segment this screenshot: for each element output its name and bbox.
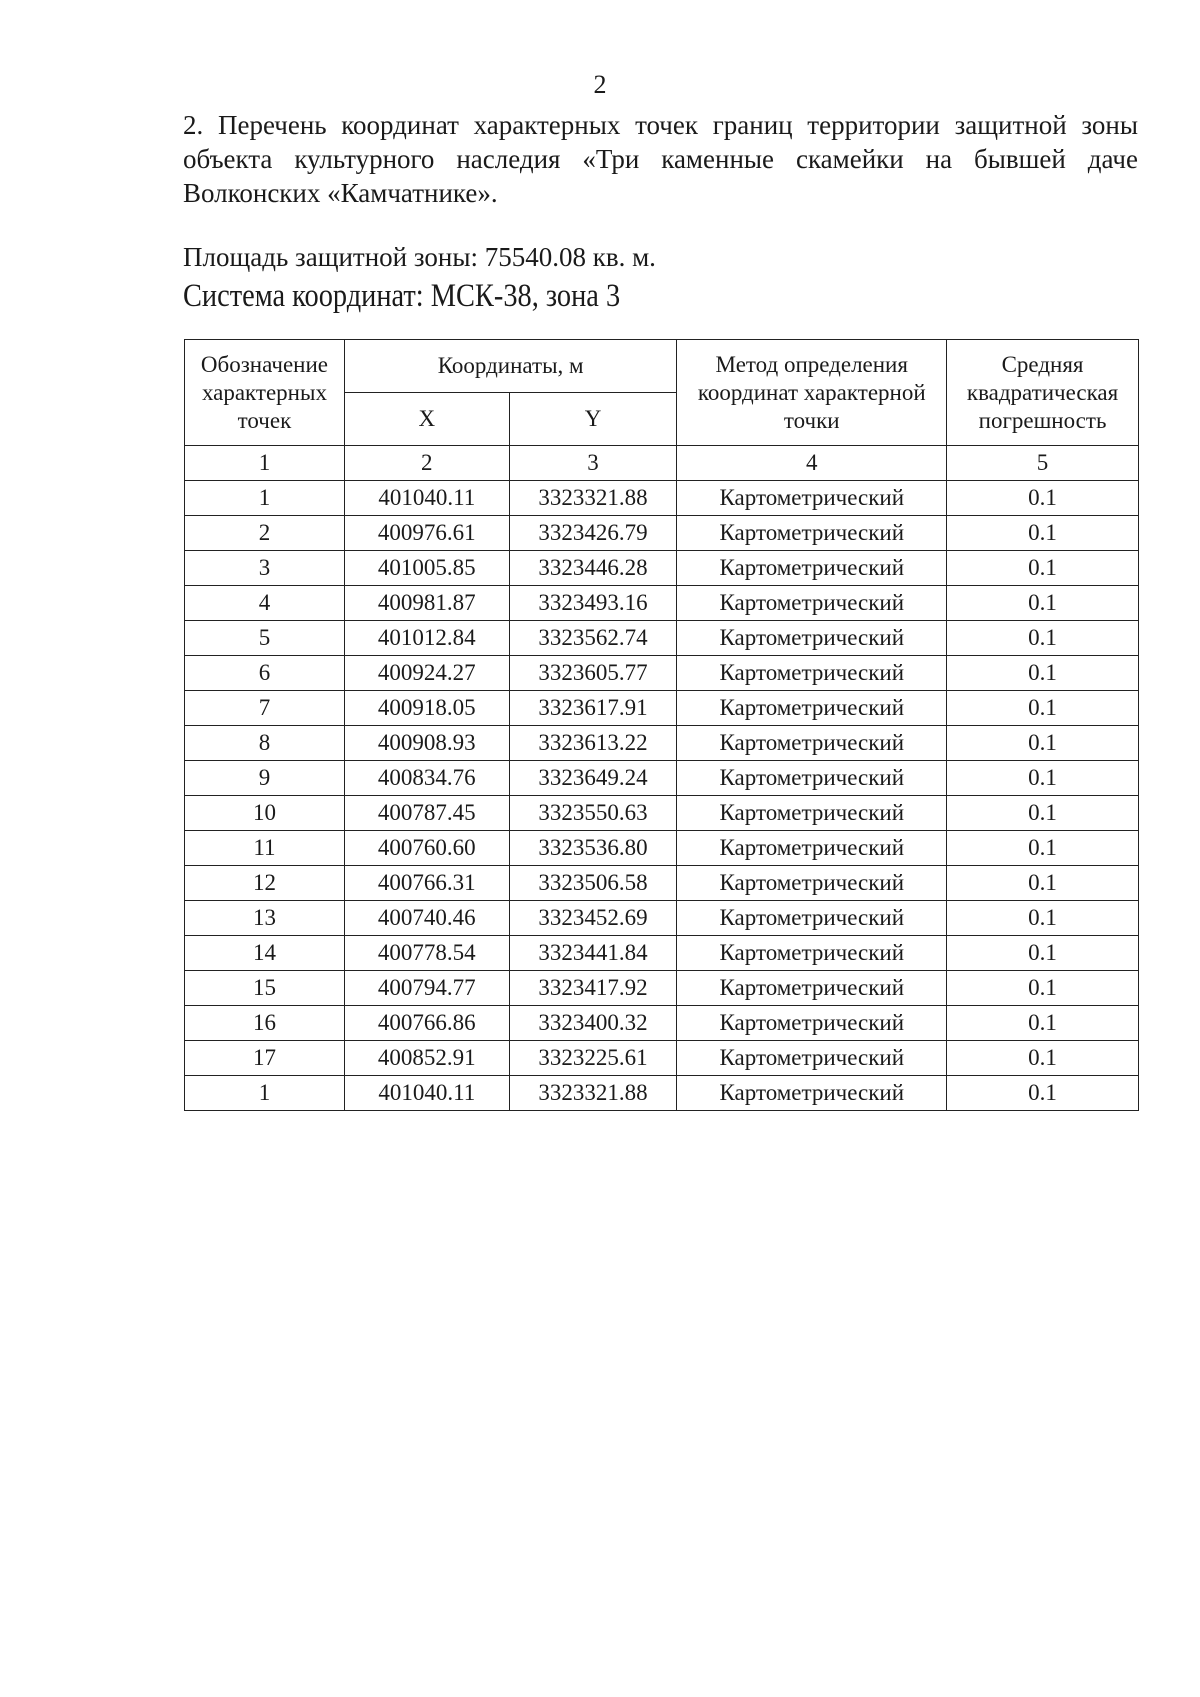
table-row [185, 516, 1139, 551]
x-coordinate-cell: 400852.91 [344, 1041, 509, 1076]
method-cell: Картометрический [677, 936, 947, 971]
error-cell: 0.1 [947, 901, 1139, 936]
method-cell: Картометрический [677, 761, 947, 796]
column-number: 1 [185, 446, 345, 481]
y-coordinate-cell: 3323550.63 [509, 796, 677, 831]
point-designation-cell: 7 [185, 691, 345, 726]
method-cell: Картометрический [677, 621, 947, 656]
table-row [185, 656, 1139, 691]
x-coordinate-cell: 400918.05 [344, 691, 509, 726]
method-cell: Картометрический [677, 971, 947, 1006]
table-row [185, 691, 1139, 726]
method-cell: Картометрический [677, 726, 947, 761]
error-cell: 0.1 [947, 1076, 1139, 1111]
y-coordinate-cell: 3323321.88 [509, 481, 677, 516]
method-cell: Картометрический [677, 551, 947, 586]
x-coordinate-cell: 400924.27 [344, 656, 509, 691]
x-coordinate-cell: 400908.93 [344, 726, 509, 761]
y-coordinate-cell: 3323649.24 [509, 761, 677, 796]
table-row [185, 1076, 1139, 1111]
x-coordinate-cell: 400778.54 [344, 936, 509, 971]
method-cell: Картометрический [677, 831, 947, 866]
y-coordinate-cell: 3323493.16 [509, 586, 677, 621]
method-cell: Картометрический [677, 796, 947, 831]
error-cell: 0.1 [947, 866, 1139, 901]
y-coordinate-cell: 3323441.84 [509, 936, 677, 971]
y-coordinate-cell: 3323605.77 [509, 656, 677, 691]
error-cell: 0.1 [947, 481, 1139, 516]
point-designation-cell: 10 [185, 796, 345, 831]
table-row [185, 726, 1139, 761]
y-coordinate-cell: 3323417.92 [509, 971, 677, 1006]
point-designation-cell: 6 [185, 656, 345, 691]
x-coordinate-cell: 400976.61 [344, 516, 509, 551]
point-designation-cell: 13 [185, 901, 345, 936]
error-cell: 0.1 [947, 586, 1139, 621]
table-row [185, 831, 1139, 866]
x-coordinate-cell: 400766.31 [344, 866, 509, 901]
error-cell: 0.1 [947, 691, 1139, 726]
x-coordinate-cell: 400981.87 [344, 586, 509, 621]
page-number: 2 [593, 70, 607, 99]
method-cell: Картометрический [677, 691, 947, 726]
y-coordinate-cell: 3323225.61 [509, 1041, 677, 1076]
y-coordinate-cell: 3323536.80 [509, 831, 677, 866]
y-coordinate-cell: 3323452.69 [509, 901, 677, 936]
table-row [185, 1041, 1139, 1076]
method-cell: Картометрический [677, 656, 947, 691]
method-cell: Картометрический [677, 586, 947, 621]
error-cell: 0.1 [947, 831, 1139, 866]
error-cell: 0.1 [947, 656, 1139, 691]
y-coordinate-cell: 3323446.28 [509, 551, 677, 586]
y-coordinate-cell: 3323426.79 [509, 516, 677, 551]
coordinate-system: Система координат: МСК-38, зона 3 [183, 278, 621, 314]
error-cell: 0.1 [947, 1041, 1139, 1076]
column-number: 3 [509, 446, 677, 481]
coordinates-table [184, 339, 1139, 1111]
table-row [185, 761, 1139, 796]
error-cell: 0.1 [947, 936, 1139, 971]
table-row [185, 796, 1139, 831]
x-coordinate-cell: 400766.86 [344, 1006, 509, 1041]
x-coordinate-cell: 401012.84 [344, 621, 509, 656]
table-row [185, 866, 1139, 901]
error-cell: 0.1 [947, 726, 1139, 761]
column-number: 2 [344, 446, 509, 481]
table-row [185, 551, 1139, 586]
point-designation-cell: 16 [185, 1006, 345, 1041]
protected-zone-area: Площадь защитной зоны: 75540.08 кв. м. [183, 242, 656, 272]
table-row [185, 1006, 1139, 1041]
x-coordinate-cell: 401005.85 [344, 551, 509, 586]
x-coordinate-cell: 400787.45 [344, 796, 509, 831]
header-method: Метод определения координат характерной точки [677, 340, 947, 446]
section-heading: 2. Перечень координат характерных точек границ территории защитной зоны объекта культурного наследия «Три каменные скамейки на бывшей даче Волконских «Камчатнике». [183, 110, 1138, 208]
point-designation-cell: 8 [185, 726, 345, 761]
point-designation-cell: 3 [185, 551, 345, 586]
error-cell: 0.1 [947, 971, 1139, 1006]
error-cell: 0.1 [947, 621, 1139, 656]
y-coordinate-cell: 3323321.88 [509, 1076, 677, 1111]
y-coordinate-cell: 3323400.32 [509, 1006, 677, 1041]
point-designation-cell: 1 [185, 1076, 345, 1111]
header-y: Y [509, 393, 677, 446]
table-row [185, 971, 1139, 1006]
y-coordinate-cell: 3323613.22 [509, 726, 677, 761]
error-cell: 0.1 [947, 761, 1139, 796]
method-cell: Картометрический [677, 516, 947, 551]
point-designation-cell: 5 [185, 621, 345, 656]
method-cell: Картометрический [677, 1076, 947, 1111]
x-coordinate-cell: 401040.11 [344, 1076, 509, 1111]
point-designation-cell: 1 [185, 481, 345, 516]
method-cell: Картометрический [677, 1006, 947, 1041]
error-cell: 0.1 [947, 1006, 1139, 1041]
point-designation-cell: 9 [185, 761, 345, 796]
point-designation-cell: 15 [185, 971, 345, 1006]
point-designation-cell: 12 [185, 866, 345, 901]
table-row [185, 621, 1139, 656]
point-designation-cell: 4 [185, 586, 345, 621]
x-coordinate-cell: 400834.76 [344, 761, 509, 796]
column-numbering-row [185, 446, 1139, 481]
table-row [185, 936, 1139, 971]
error-cell: 0.1 [947, 796, 1139, 831]
column-number: 5 [947, 446, 1139, 481]
point-designation-cell: 14 [185, 936, 345, 971]
header-error: Средняя квадратическая погрешность [947, 340, 1139, 446]
header-designation: Обозначение характерных точек [185, 340, 345, 446]
point-designation-cell: 17 [185, 1041, 345, 1076]
y-coordinate-cell: 3323562.74 [509, 621, 677, 656]
x-coordinate-cell: 400740.46 [344, 901, 509, 936]
column-number: 4 [677, 446, 947, 481]
x-coordinate-cell: 400760.60 [344, 831, 509, 866]
method-cell: Картометрический [677, 481, 947, 516]
x-coordinate-cell: 401040.11 [344, 481, 509, 516]
error-cell: 0.1 [947, 516, 1139, 551]
point-designation-cell: 2 [185, 516, 345, 551]
method-cell: Картометрический [677, 866, 947, 901]
x-coordinate-cell: 400794.77 [344, 971, 509, 1006]
method-cell: Картометрический [677, 901, 947, 936]
header-x: X [344, 393, 509, 446]
y-coordinate-cell: 3323506.58 [509, 866, 677, 901]
header-coordinates: Координаты, м [344, 340, 677, 393]
table-row [185, 901, 1139, 936]
error-cell: 0.1 [947, 551, 1139, 586]
method-cell: Картометрический [677, 1041, 947, 1076]
table-row [185, 481, 1139, 516]
y-coordinate-cell: 3323617.91 [509, 691, 677, 726]
point-designation-cell: 11 [185, 831, 345, 866]
table-row [185, 586, 1139, 621]
